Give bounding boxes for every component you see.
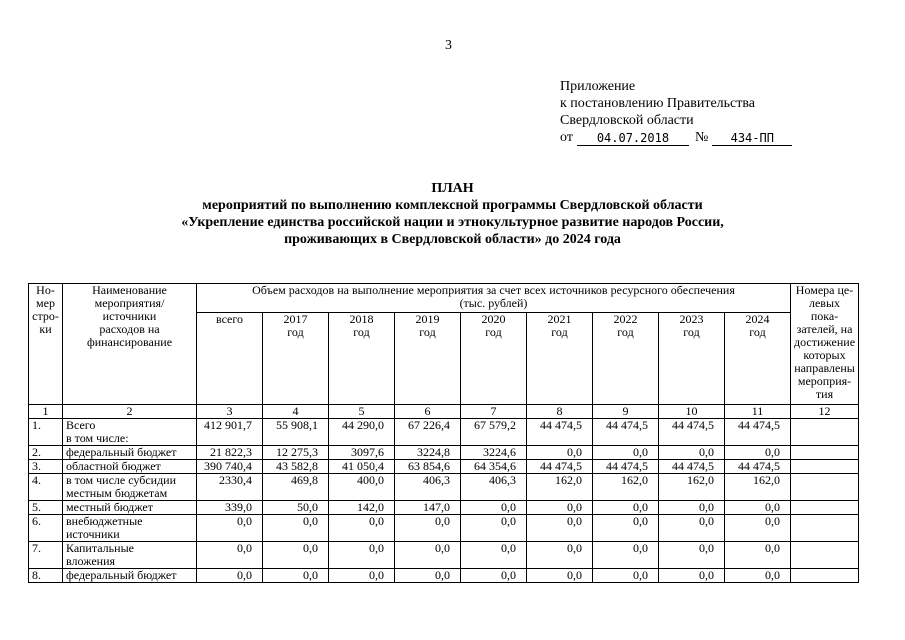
- row-target: [791, 501, 859, 515]
- row-value: 44 290,0: [329, 419, 395, 446]
- row-number: 2.: [29, 446, 63, 460]
- row-value: 0,0: [329, 542, 395, 569]
- column-number-3: 3: [197, 405, 263, 419]
- row-value: 0,0: [527, 501, 593, 515]
- row-value: 64 354,6: [461, 460, 527, 474]
- table-row: [29, 419, 859, 446]
- row-value: 162,0: [593, 474, 659, 501]
- row-value: 0,0: [527, 542, 593, 569]
- row-target: [791, 515, 859, 542]
- row-number: 3.: [29, 460, 63, 474]
- number-label: №: [694, 130, 709, 145]
- row-value: 44 474,5: [725, 460, 791, 474]
- row-value: 67 579,2: [461, 419, 527, 446]
- table-row: [29, 515, 859, 542]
- row-value: 339,0: [197, 501, 263, 515]
- row-target: [791, 460, 859, 474]
- row-value: 0,0: [593, 569, 659, 583]
- row-value: 0,0: [197, 542, 263, 569]
- row-value: 3097,6: [329, 446, 395, 460]
- row-value: 0,0: [659, 569, 725, 583]
- row-name: Всего в том числе:: [63, 419, 197, 446]
- table-row: [29, 542, 859, 569]
- header-year-7: 2023 год: [659, 313, 725, 405]
- header-name: Наименование мероприятия/ источники расходов на финансирование: [63, 284, 197, 405]
- row-value: 0,0: [725, 501, 791, 515]
- plan-table: [28, 283, 859, 583]
- row-value: 0,0: [461, 515, 527, 542]
- header-year-3: 2019 год: [395, 313, 461, 405]
- column-number-8: 8: [527, 405, 593, 419]
- row-value: 390 740,4: [197, 460, 263, 474]
- appendix-line-2: к постановлению Правительства: [560, 96, 756, 111]
- title-line-2: мероприятий по выполнению комплексной программы Свердловской области: [202, 198, 703, 213]
- row-value: 406,3: [395, 474, 461, 501]
- appendix-block: [560, 78, 792, 146]
- header-year-0: всего: [197, 313, 263, 405]
- row-number: 8.: [29, 569, 63, 583]
- column-number-12: 12: [791, 405, 859, 419]
- header-year-1: 2017 год: [263, 313, 329, 405]
- header-volume: Объем расходов на выполнение мероприятия за счет всех источников ресурсного обеспечения (тыс. рублей): [197, 284, 791, 313]
- row-number: 7.: [29, 542, 63, 569]
- row-value: 0,0: [527, 569, 593, 583]
- row-value: 0,0: [395, 515, 461, 542]
- header-year-8: 2024 год: [725, 313, 791, 405]
- row-value: 0,0: [197, 515, 263, 542]
- column-number-7: 7: [461, 405, 527, 419]
- row-value: 0,0: [725, 569, 791, 583]
- column-number-11: 11: [725, 405, 791, 419]
- row-target: [791, 542, 859, 569]
- row-name: местный бюджет: [63, 501, 197, 515]
- decree-number: 434-ПП: [712, 131, 792, 146]
- row-number: 6.: [29, 515, 63, 542]
- row-value: 44 474,5: [659, 460, 725, 474]
- title-line-4: проживающих в Свердловской области» до 2024 года: [284, 232, 621, 247]
- row-value: 0,0: [461, 542, 527, 569]
- row-value: 0,0: [395, 542, 461, 569]
- row-value: 0,0: [659, 542, 725, 569]
- header-row-number: Но- мер стро- ки: [29, 284, 63, 405]
- column-number-5: 5: [329, 405, 395, 419]
- row-value: 0,0: [593, 515, 659, 542]
- row-value: 412 901,7: [197, 419, 263, 446]
- appendix-line-3: Свердловской области: [560, 113, 694, 128]
- from-label: от: [560, 130, 573, 145]
- row-value: 44 474,5: [725, 419, 791, 446]
- row-value: 0,0: [593, 501, 659, 515]
- row-value: 400,0: [329, 474, 395, 501]
- row-value: 3224,8: [395, 446, 461, 460]
- page-number: 3: [445, 38, 452, 53]
- table-row: [29, 569, 859, 583]
- row-value: 0,0: [461, 501, 527, 515]
- row-value: 0,0: [725, 446, 791, 460]
- row-name: федеральный бюджет: [63, 446, 197, 460]
- signature-line: [560, 129, 792, 146]
- row-value: 162,0: [527, 474, 593, 501]
- header-year-4: 2020 год: [461, 313, 527, 405]
- row-value: 50,0: [263, 501, 329, 515]
- column-number-4: 4: [263, 405, 329, 419]
- row-value: 43 582,8: [263, 460, 329, 474]
- row-value: 0,0: [197, 569, 263, 583]
- row-value: 67 226,4: [395, 419, 461, 446]
- table-row: [29, 460, 859, 474]
- column-number-9: 9: [593, 405, 659, 419]
- row-value: 44 474,5: [593, 460, 659, 474]
- row-name: федеральный бюджет: [63, 569, 197, 583]
- row-value: 0,0: [329, 515, 395, 542]
- row-target: [791, 446, 859, 460]
- row-value: 162,0: [659, 474, 725, 501]
- row-value: 21 822,3: [197, 446, 263, 460]
- row-value: 0,0: [527, 515, 593, 542]
- decree-date: 04.07.2018: [577, 131, 689, 146]
- row-target: [791, 569, 859, 583]
- row-number: 5.: [29, 501, 63, 515]
- row-value: 406,3: [461, 474, 527, 501]
- header-targets: Номера це- левых пока- зателей, на достижение которых направлены мероприя- тия: [791, 284, 859, 405]
- plan-title: [0, 180, 905, 248]
- row-value: 44 474,5: [527, 419, 593, 446]
- row-number: 1.: [29, 419, 63, 446]
- row-value: 0,0: [329, 569, 395, 583]
- row-value: 142,0: [329, 501, 395, 515]
- row-value: 0,0: [263, 515, 329, 542]
- row-value: 469,8: [263, 474, 329, 501]
- row-value: 0,0: [263, 542, 329, 569]
- row-value: 0,0: [659, 446, 725, 460]
- column-number-1: 1: [29, 405, 63, 419]
- row-value: 0,0: [725, 542, 791, 569]
- row-value: 0,0: [461, 569, 527, 583]
- row-name: внебюджетные источники: [63, 515, 197, 542]
- row-value: 44 474,5: [527, 460, 593, 474]
- row-value: 55 908,1: [263, 419, 329, 446]
- column-number-2: 2: [63, 405, 197, 419]
- column-number-10: 10: [659, 405, 725, 419]
- row-value: 12 275,3: [263, 446, 329, 460]
- header-year-5: 2021 год: [527, 313, 593, 405]
- table-row: [29, 501, 859, 515]
- header-year-6: 2022 год: [593, 313, 659, 405]
- table-row: [29, 446, 859, 460]
- row-value: 41 050,4: [329, 460, 395, 474]
- title-line-3: «Укрепление единства российской нации и этнокультурное развитие народов России,: [181, 215, 724, 230]
- row-value: 0,0: [593, 542, 659, 569]
- row-number: 4.: [29, 474, 63, 501]
- row-value: 147,0: [395, 501, 461, 515]
- column-number-6: 6: [395, 405, 461, 419]
- row-value: 0,0: [593, 446, 659, 460]
- row-name: областной бюджет: [63, 460, 197, 474]
- row-value: 0,0: [395, 569, 461, 583]
- row-value: 44 474,5: [593, 419, 659, 446]
- row-value: 2330,4: [197, 474, 263, 501]
- title-line-1: ПЛАН: [431, 181, 474, 196]
- row-value: 0,0: [659, 515, 725, 542]
- row-value: 0,0: [527, 446, 593, 460]
- column-number-row: [29, 405, 859, 419]
- row-value: 0,0: [263, 569, 329, 583]
- row-name: в том числе субсидии местным бюджетам: [63, 474, 197, 501]
- row-target: [791, 419, 859, 446]
- table-row: [29, 474, 859, 501]
- row-value: 44 474,5: [659, 419, 725, 446]
- row-value: 162,0: [725, 474, 791, 501]
- row-value: 0,0: [659, 501, 725, 515]
- row-value: 63 854,6: [395, 460, 461, 474]
- row-target: [791, 474, 859, 501]
- appendix-line-1: Приложение: [560, 79, 636, 94]
- row-value: 0,0: [725, 515, 791, 542]
- row-name: Капитальные вложения: [63, 542, 197, 569]
- header-row: [29, 284, 859, 313]
- header-year-2: 2018 год: [329, 313, 395, 405]
- row-value: 3224,6: [461, 446, 527, 460]
